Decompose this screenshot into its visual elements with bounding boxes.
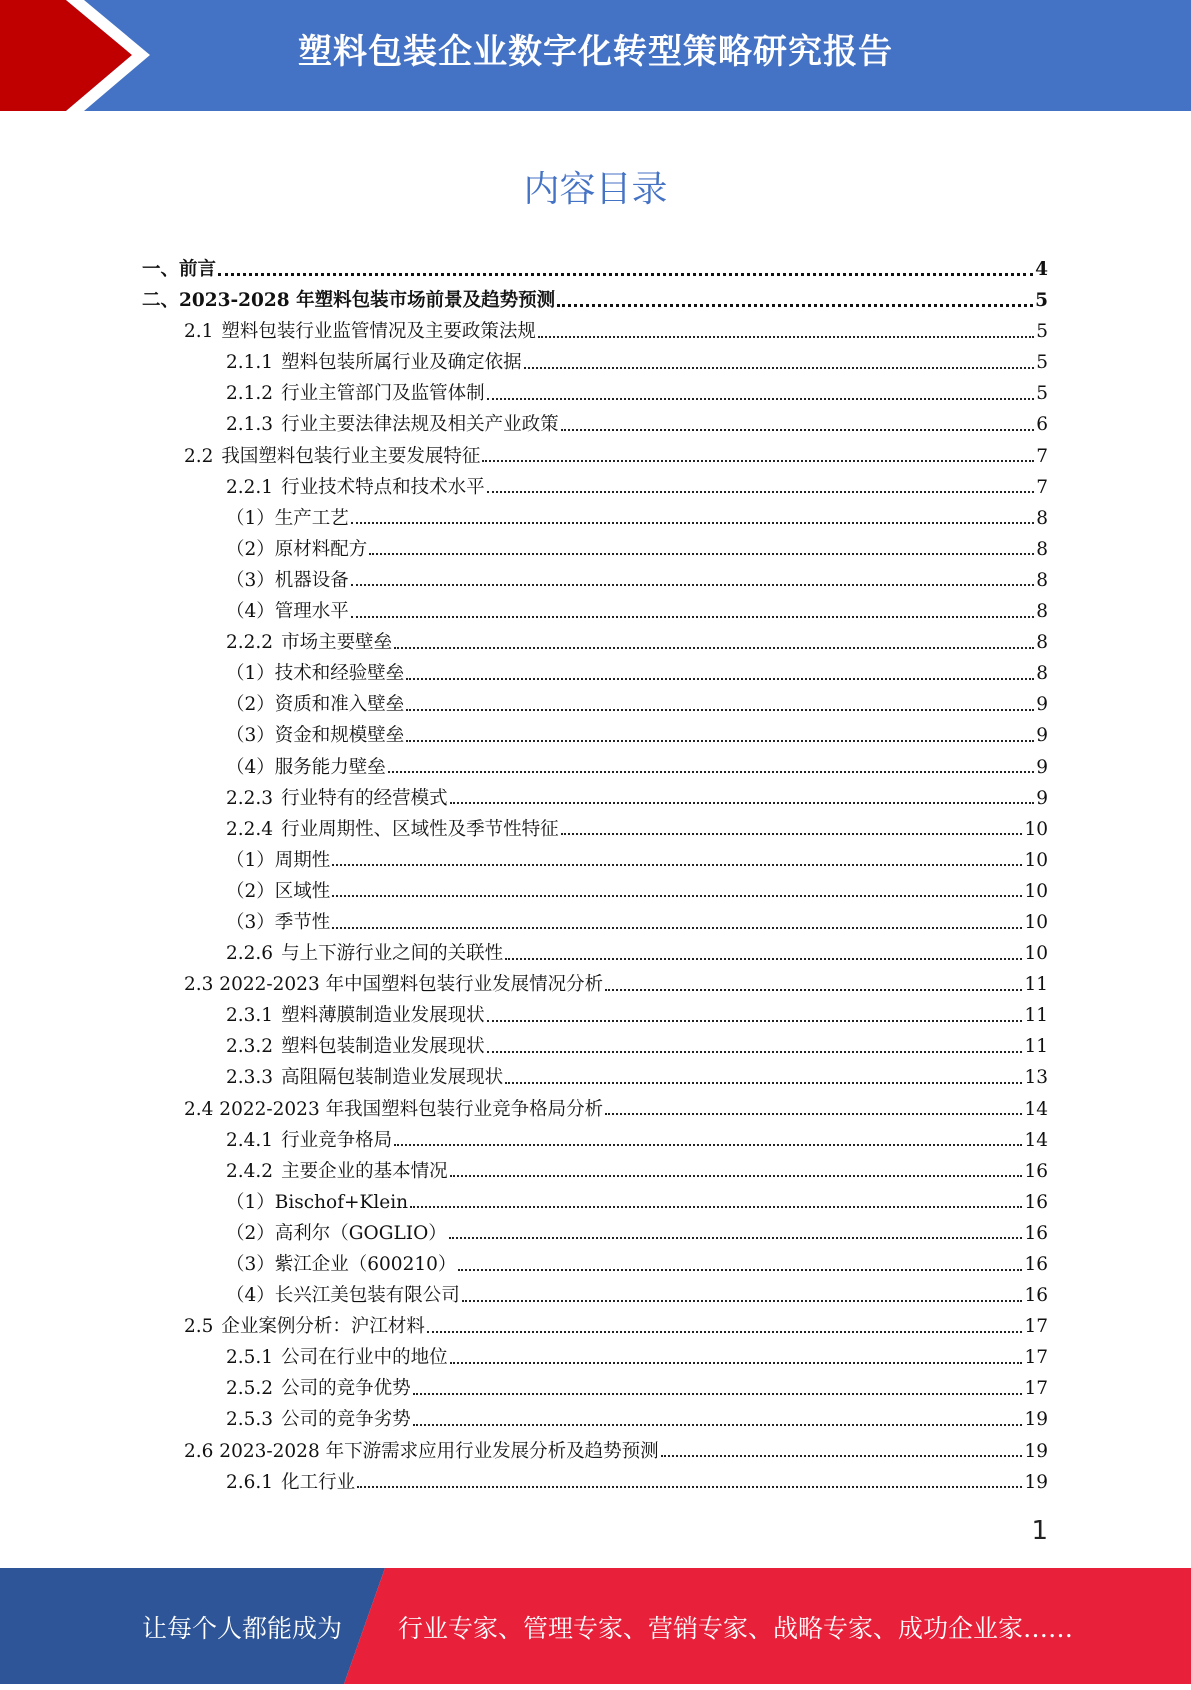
toc-entry[interactable]: [142, 441, 1048, 472]
toc-entry-page: 8: [1036, 538, 1048, 560]
toc-dot-leader: [449, 1237, 1023, 1239]
toc-entry-page: 8: [1036, 632, 1048, 654]
toc-entry-page: 7: [1036, 445, 1048, 467]
toc-entry-number: 2.3.2: [226, 1036, 274, 1058]
toc-entry-number: 2.5: [184, 1316, 214, 1338]
toc-entry[interactable]: [142, 876, 1048, 907]
toc-entry[interactable]: [142, 285, 1048, 316]
toc-entry[interactable]: [142, 969, 1048, 1000]
toc-entry-text: 公司的竞争劣势: [281, 1409, 411, 1431]
toc-entry[interactable]: [142, 814, 1048, 845]
toc-entry-page: 5: [1036, 321, 1048, 343]
toc-entry-text: 塑料包装所属行业及确定依据: [281, 352, 522, 374]
toc-entry[interactable]: [142, 534, 1048, 565]
toc-entry-text: （2）原材料配方: [226, 538, 368, 560]
toc-dot-leader: [357, 1486, 1022, 1488]
toc-entry[interactable]: [142, 1311, 1048, 1342]
toc-entry-number: 2.1: [184, 321, 214, 343]
toc-heading: 内容目录: [523, 169, 668, 210]
toc-entry-text: 行业主要法律法规及相关产业政策: [281, 414, 559, 436]
toc-entry-page: 5: [1036, 352, 1048, 374]
toc-entry[interactable]: [142, 1094, 1048, 1125]
toc-entry[interactable]: [142, 783, 1048, 814]
toc-entry-number: 2.1.1: [226, 352, 274, 374]
toc-dot-leader: [406, 709, 1034, 711]
toc-entry-text: （2）高利尔（GOGLIO）: [226, 1222, 447, 1244]
toc-dot-leader: [487, 1051, 1023, 1053]
header-band: [0, 0, 1191, 111]
toc-entry-page: 11: [1024, 974, 1048, 996]
toc-dot-leader: [332, 895, 1022, 897]
toc-entry[interactable]: [142, 1436, 1048, 1467]
toc-entry-number: 2.2.6: [226, 943, 274, 965]
toc-entry[interactable]: [142, 347, 1048, 378]
toc-entry-number: 2.4.1: [226, 1129, 274, 1151]
toc-entry[interactable]: [142, 472, 1048, 503]
toc-dot-leader: [482, 460, 1034, 462]
toc-dot-leader: [410, 1206, 1022, 1208]
toc-entry-text: （1）周期性: [226, 849, 331, 871]
toc-dot-leader: [561, 833, 1023, 835]
table-of-contents: [142, 254, 1048, 1498]
toc-dot-leader: [505, 1082, 1022, 1084]
toc-dot-leader: [557, 304, 1033, 307]
toc-entry-page: 13: [1024, 1067, 1048, 1089]
toc-entry-number: 2.1.3: [226, 414, 274, 436]
toc-entry-page: 9: [1036, 725, 1048, 747]
toc-entry[interactable]: [142, 1249, 1048, 1280]
toc-entry-text: 2.4 2022-2023 年我国塑料包装行业竞争格局分析: [184, 1098, 604, 1120]
toc-entry-page: 14: [1024, 1098, 1048, 1120]
toc-entry-page: 9: [1036, 694, 1048, 716]
toc-dot-leader: [427, 1331, 1023, 1333]
toc-entry-page: 10: [1024, 849, 1048, 871]
toc-dot-leader: [413, 1393, 1023, 1395]
toc-entry-page: 9: [1036, 756, 1048, 778]
toc-entry-text: （2）资质和准入壁垒: [226, 694, 405, 716]
toc-entry-page: 16: [1024, 1160, 1048, 1182]
toc-dot-leader: [605, 1113, 1022, 1115]
toc-entry-number: 2.1.2: [226, 383, 274, 405]
toc-entry-text: （1）Bischof+Klein: [226, 1191, 409, 1213]
toc-entry-page: 16: [1024, 1254, 1048, 1275]
toc-entry-page: 5: [1035, 290, 1048, 312]
toc-entry-page: 8: [1036, 601, 1048, 623]
toc-entry-page: 16: [1024, 1191, 1048, 1213]
toc-entry-text: （4）服务能力壁垒: [226, 756, 386, 778]
toc-dot-leader: [388, 771, 1034, 773]
toc-dot-leader: [394, 1144, 1022, 1146]
toc-entry-page: 4: [1035, 259, 1048, 280]
toc-entry[interactable]: [142, 938, 1048, 969]
toc-entry-text: 企业案例分析：沪江材料: [221, 1316, 425, 1338]
toc-entry-text: 市场主要壁垒: [281, 632, 393, 654]
toc-entry[interactable]: [142, 845, 1048, 876]
toc-entry[interactable]: [142, 316, 1048, 347]
toc-dot-leader: [505, 958, 1022, 960]
toc-dot-leader: [406, 740, 1034, 742]
toc-dot-leader: [450, 1175, 1023, 1177]
toc-entry[interactable]: [142, 1342, 1048, 1373]
toc-dot-leader: [369, 553, 1034, 555]
toc-entry-number: 2.5.2: [226, 1378, 274, 1400]
toc-entry-text: （3）机器设备: [226, 569, 349, 591]
toc-entry[interactable]: [142, 752, 1048, 783]
toc-entry[interactable]: [142, 1125, 1048, 1156]
toc-entry[interactable]: [142, 254, 1048, 285]
toc-entry-number: 2.4.2: [226, 1160, 274, 1182]
toc-entry-text: （3）资金和规模壁垒: [226, 725, 405, 747]
toc-entry-text: 塑料包装制造业发展现状: [281, 1036, 485, 1058]
toc-dot-leader: [462, 1300, 1023, 1302]
toc-entry-text: 公司在行业中的地位: [281, 1347, 448, 1369]
toc-entry[interactable]: [142, 1062, 1048, 1093]
toc-entry-text: （1）生产工艺: [226, 507, 349, 529]
toc-entry[interactable]: [142, 1280, 1048, 1311]
toc-dot-leader: [450, 802, 1035, 804]
page-number: 1: [1031, 1516, 1048, 1546]
toc-entry-page: 9: [1036, 787, 1048, 809]
footer-band: [0, 1568, 1191, 1684]
toc-entry-number: 2.5.3: [226, 1409, 274, 1431]
toc-entry-page: 11: [1024, 1005, 1048, 1027]
toc-entry-page: 16: [1024, 1285, 1048, 1307]
toc-entry-text: 与上下游行业之间的关联性: [281, 943, 504, 965]
toc-entry-text: 化工行业: [281, 1471, 356, 1493]
toc-dot-leader: [394, 647, 1034, 649]
toc-entry-text: （3）紫江企业（600210）: [226, 1254, 457, 1275]
footer-slogan-right: 行业专家、管理专家、营销专家、战略专家、成功企业家……: [398, 1614, 1074, 1643]
toc-entry-page: 6: [1036, 414, 1048, 436]
toc-entry-text: 高阻隔包装制造业发展现状: [281, 1067, 504, 1089]
toc-entry[interactable]: [142, 409, 1048, 440]
toc-dot-leader: [487, 1020, 1023, 1022]
toc-entry[interactable]: [142, 1000, 1048, 1031]
toc-entry-page: 5: [1036, 383, 1048, 405]
toc-entry[interactable]: [142, 1031, 1048, 1062]
toc-entry-text: （1）技术和经验壁垒: [226, 663, 405, 685]
toc-entry-text: 行业主管部门及监管体制: [281, 383, 485, 405]
toc-entry[interactable]: [142, 720, 1048, 751]
toc-entry-number: 2.2.1: [226, 476, 274, 498]
toc-entry-text: 2.3 2022-2023 年中国塑料包装行业发展情况分析: [184, 974, 604, 996]
toc-entry[interactable]: [142, 907, 1048, 938]
toc-dot-leader: [332, 864, 1022, 866]
toc-entry[interactable]: [142, 1373, 1048, 1404]
toc-entry-page: 10: [1024, 818, 1048, 840]
toc-dot-leader: [661, 1455, 1023, 1457]
toc-entry-page: 19: [1024, 1471, 1048, 1493]
toc-entry-text: 行业周期性、区域性及季节性特征: [281, 818, 559, 840]
toc-entry-page: 7: [1036, 476, 1048, 498]
toc-entry-page: 17: [1024, 1347, 1048, 1369]
toc-entry[interactable]: [142, 1156, 1048, 1187]
toc-dot-leader: [351, 616, 1034, 618]
toc-entry-text: 塑料薄膜制造业发展现状: [281, 1005, 485, 1027]
toc-dot-leader: [332, 927, 1022, 929]
toc-entry-page: 16: [1024, 1222, 1048, 1244]
toc-entry-text: 主要企业的基本情况: [281, 1160, 448, 1182]
toc-entry-page: 14: [1024, 1129, 1048, 1151]
toc-entry-text: （4）长兴江美包装有限公司: [226, 1285, 460, 1307]
toc-entry-page: 17: [1024, 1316, 1048, 1338]
toc-entry-text: （2）区域性: [226, 880, 331, 902]
toc-entry-text: 行业竞争格局: [281, 1129, 393, 1151]
toc-entry[interactable]: [142, 596, 1048, 627]
toc-entry-page: 19: [1024, 1440, 1048, 1462]
toc-entry-page: 10: [1024, 911, 1048, 933]
toc-dot-leader: [450, 1362, 1023, 1364]
toc-dot-leader: [487, 398, 1035, 400]
toc-entry[interactable]: [142, 658, 1048, 689]
toc-entry-number: 2.5.1: [226, 1347, 274, 1369]
report-title: 塑料包装企业数字化转型策略研究报告: [298, 32, 893, 72]
toc-entry-text: 我国塑料包装行业主要发展特征: [221, 445, 481, 467]
toc-dot-leader: [487, 491, 1035, 493]
toc-entry-page: 8: [1036, 663, 1048, 685]
toc-entry-page: 8: [1036, 507, 1048, 529]
toc-entry-text: 行业特有的经营模式: [281, 787, 448, 809]
toc-dot-leader: [351, 584, 1034, 586]
toc-entry-text: 行业技术特点和技术水平: [281, 476, 485, 498]
toc-entry-text: （4）管理水平: [226, 601, 349, 623]
toc-entry-text: 塑料包装行业监管情况及主要政策法规: [221, 321, 536, 343]
toc-entry-number: 2.2.4: [226, 818, 274, 840]
toc-entry-number: 2.2.3: [226, 787, 274, 809]
toc-entry[interactable]: [142, 378, 1048, 409]
toc-entry-page: 11: [1024, 1036, 1048, 1058]
toc-entry[interactable]: [142, 1218, 1048, 1249]
toc-entry[interactable]: [142, 565, 1048, 596]
toc-dot-leader: [561, 429, 1035, 431]
toc-entry-number: 2.3.3: [226, 1067, 274, 1089]
toc-entry-number: 2.2: [184, 445, 214, 467]
toc-entry-page: 19: [1024, 1409, 1048, 1431]
toc-entry-text: 一、前言: [142, 259, 217, 280]
toc-entry-text: 二、2023-2028 年塑料包装市场前景及趋势预测: [142, 290, 556, 312]
toc-entry-number: 2.3.1: [226, 1005, 274, 1027]
toc-entry[interactable]: [142, 1187, 1048, 1218]
toc-dot-leader: [406, 678, 1034, 680]
toc-dot-leader: [524, 367, 1035, 369]
toc-dot-leader: [458, 1269, 1022, 1271]
toc-entry-number: 2.6.1: [226, 1471, 274, 1493]
toc-entry-page: 8: [1036, 569, 1048, 591]
toc-entry-page: 10: [1024, 880, 1048, 902]
toc-entry-text: 公司的竞争优势: [281, 1378, 411, 1400]
toc-entry[interactable]: [142, 1404, 1048, 1435]
toc-dot-leader: [218, 273, 1033, 276]
toc-entry[interactable]: [142, 627, 1048, 658]
toc-entry-page: 17: [1024, 1378, 1048, 1400]
footer-slogan-left: 让每个人都能成为: [142, 1614, 343, 1643]
toc-entry-number: 2.2.2: [226, 632, 274, 654]
toc-dot-leader: [351, 522, 1034, 524]
toc-entry-text: （3）季节性: [226, 911, 331, 933]
toc-entry[interactable]: [142, 689, 1048, 720]
toc-dot-leader: [605, 989, 1022, 991]
toc-entry[interactable]: [142, 1467, 1048, 1498]
toc-dot-leader: [538, 336, 1034, 338]
toc-entry[interactable]: [142, 503, 1048, 534]
toc-entry-text: 2.6 2023-2028 年下游需求应用行业发展分析及趋势预测: [184, 1440, 659, 1462]
toc-entry-page: 10: [1024, 943, 1048, 965]
toc-dot-leader: [413, 1424, 1023, 1426]
